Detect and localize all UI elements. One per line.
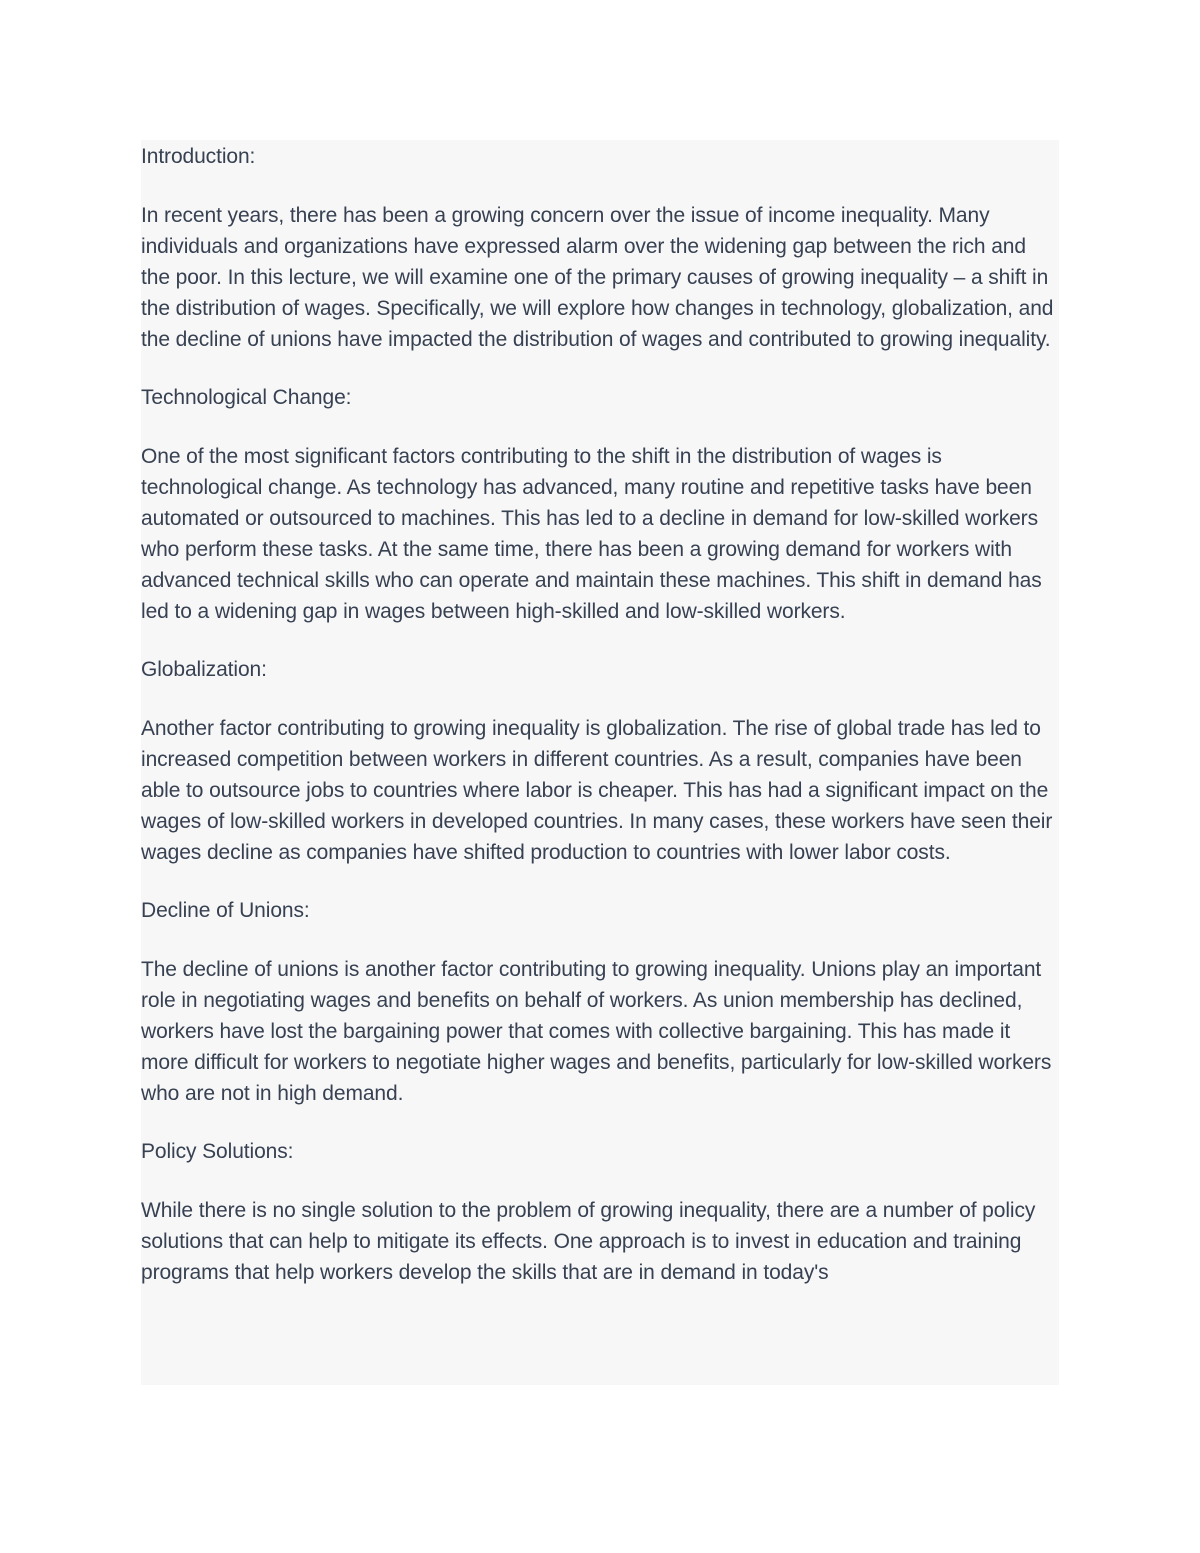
content-block bbox=[141, 140, 1059, 1385]
section-introduction bbox=[141, 141, 1057, 355]
section-heading: Decline of Unions: bbox=[141, 899, 310, 922]
section-paragraph: The decline of unions is another factor contributing to growing inequality. Unions play an important role in negotiating wages and benefits on behalf of workers. As union membership has declined, workers have lost the bargaining power that comes with collective bargaining. This has made it more difficult for workers to negotiate higher wages and benefits, particularly for low-skilled workers who are not in high demand. bbox=[141, 958, 1052, 1105]
section-decline-of-unions bbox=[141, 895, 1057, 1109]
section-technological-change bbox=[141, 382, 1057, 627]
section-paragraph: In recent years, there has been a growing concern over the issue of income inequality. Many individuals and organizations have expressed alarm over the widening gap between the rich and the poor. In this lecture, we will examine one of the primary causes of growing inequality – a shift in the distribution of wages. Specifically, we will explore how changes in technology, globalization, and the decline of unions have impacted the distribution of wages and contributed to growing inequality. bbox=[141, 204, 1054, 351]
section-paragraph: While there is no single solution to the problem of growing inequality, there are a number of policy solutions that can help to mitigate its effects. One approach is to invest in education and training programs that help workers develop the skills that are in demand in today's bbox=[141, 1199, 1036, 1284]
section-globalization bbox=[141, 654, 1057, 868]
text-column bbox=[141, 140, 1057, 1288]
section-heading: Introduction: bbox=[141, 145, 256, 168]
section-heading: Technological Change: bbox=[141, 386, 352, 409]
section-policy-solutions bbox=[141, 1136, 1057, 1288]
section-heading: Globalization: bbox=[141, 658, 267, 681]
section-heading: Policy Solutions: bbox=[141, 1140, 294, 1163]
section-paragraph: Another factor contributing to growing inequality is globalization. The rise of global trade has led to increased competition between workers in different countries. As a result, companies have been able to outsource jobs to countries where labor is cheaper. This has had a significant impact on the wages of low-skilled workers in developed countries. In many cases, these workers have seen their wages decline as companies have shifted production to countries with lower labor costs. bbox=[141, 717, 1053, 864]
section-paragraph: One of the most significant factors contributing to the shift in the distribution of wages is technological change. As technology has advanced, many routine and repetitive tasks have been automated or outsourced to machines. This has led to a decline in demand for low-skilled workers who perform these tasks. At the same time, there has been a growing demand for workers with advanced technical skills who can operate and maintain these machines. This shift in demand has led to a widening gap in wages between high-skilled and low-skilled workers. bbox=[141, 445, 1042, 623]
